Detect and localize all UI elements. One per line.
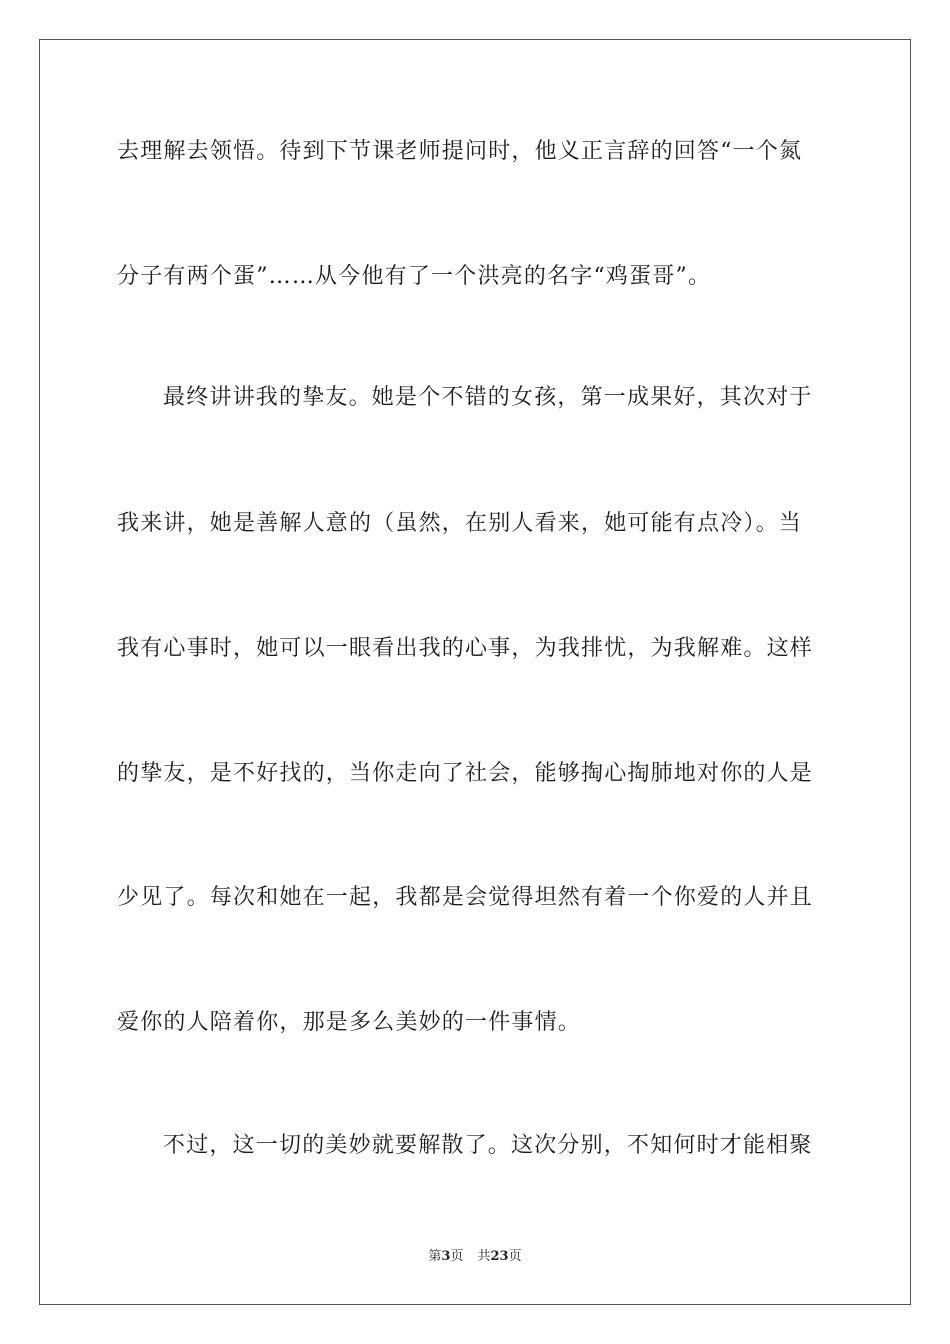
text-line-3: 最终讲讲我的挚友。她是个不错的女孩，第一成果好，其次对于 <box>163 385 813 410</box>
text-line-6: 的挚友，是不好找的，当你走向了社会，能够掏心掏肺地对你的人是 <box>117 761 814 786</box>
text-line-8: 爱你的人陪着你，那是多么美妙的一件事情。 <box>117 1010 582 1035</box>
text-line-5: 我有心事时，她可以一眼看出我的心事，为我排忧，为我解难。这样 <box>117 636 814 661</box>
page-total: 23 <box>490 1249 509 1264</box>
total-prefix: 共 <box>477 1249 491 1264</box>
text-line-7: 少见了。每次和她在一起，我都是会觉得坦然有着一个你爱的人并且 <box>117 885 814 910</box>
page-suffix: 页 <box>450 1249 464 1264</box>
page-current: 3 <box>441 1249 451 1264</box>
text-line-9: 不过，这一切的美妙就要解散了。这次分别，不知何时才能相聚 <box>163 1133 813 1158</box>
text-line-4: 我来讲，她是善解人意的（虽然，在别人看来，她可能有点冷）。当 <box>117 511 803 536</box>
text-line-2: 分子有两个蛋”……从今他有了一个洪亮的名字“鸡蛋哥”。 <box>117 264 712 289</box>
text-line-1: 去理解去领悟。待到下节课老师提问时，他义正言辞的回答“一个氮 <box>117 139 803 164</box>
page-footer <box>0 1248 950 1266</box>
page-prefix: 第 <box>428 1249 442 1264</box>
page-border <box>39 39 911 1305</box>
total-suffix: 页 <box>508 1249 522 1264</box>
